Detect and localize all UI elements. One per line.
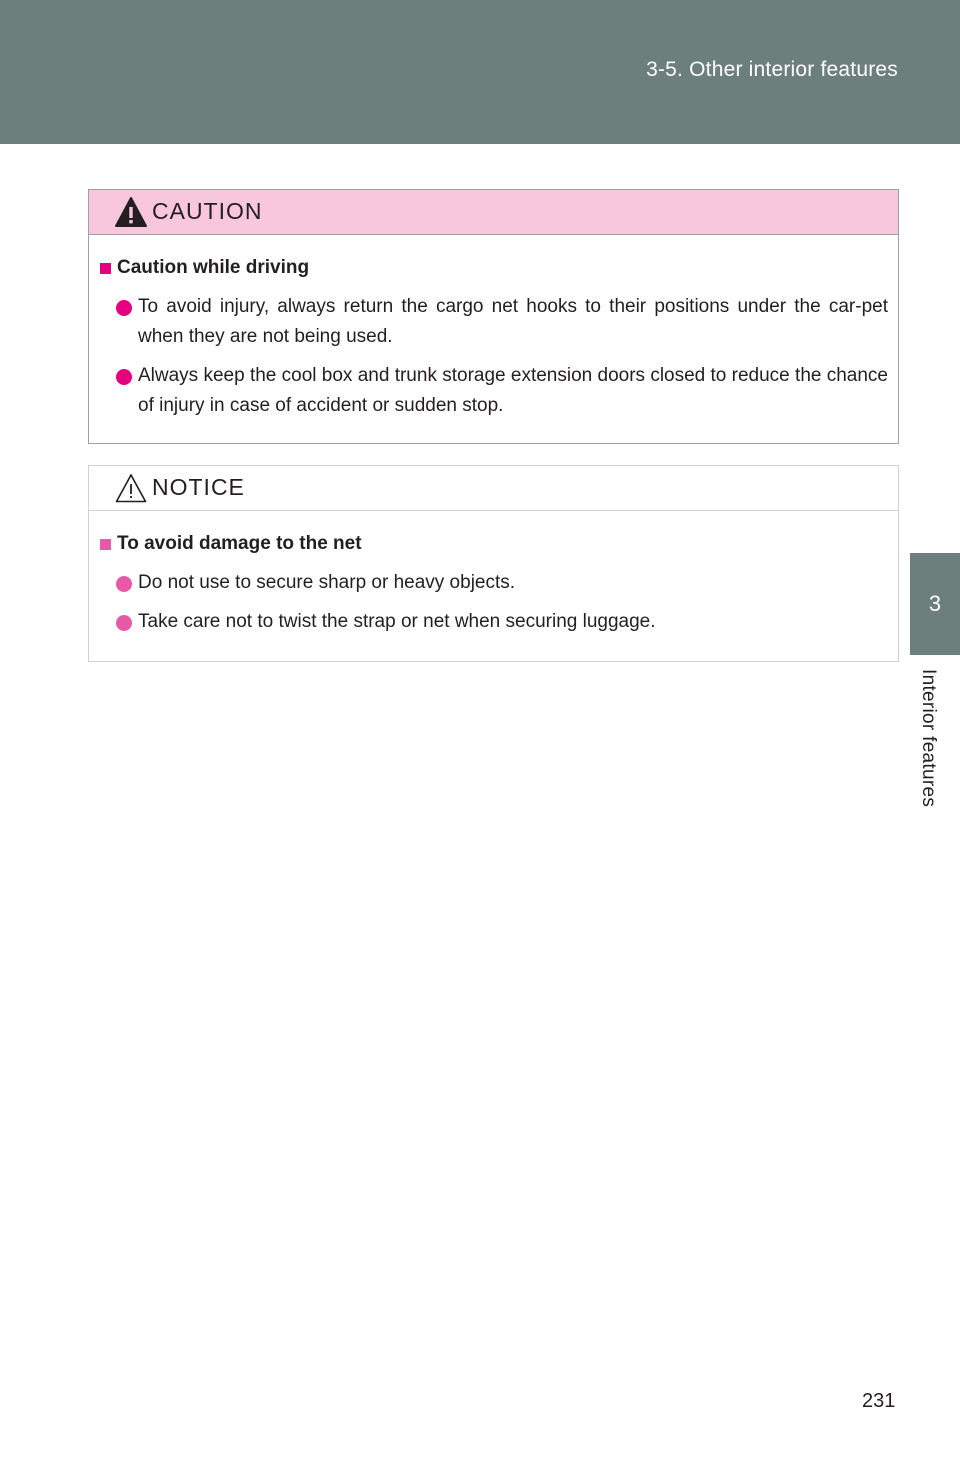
notice-heading-row bbox=[100, 529, 888, 559]
caution-header bbox=[89, 190, 898, 235]
notice-item bbox=[100, 607, 888, 637]
bullet-dot-icon bbox=[116, 300, 132, 316]
caution-item bbox=[100, 292, 888, 352]
caution-item-text: To avoid injury, always return the cargo net hooks to their positions under the car-pet when they are not being used. bbox=[138, 296, 888, 347]
warning-triangle-outline-icon bbox=[114, 472, 148, 504]
section-title: 3-5. Other interior features bbox=[646, 58, 898, 81]
caution-title: CAUTION bbox=[152, 198, 263, 224]
bullet-dot-icon bbox=[116, 369, 132, 385]
notice-box bbox=[88, 465, 899, 662]
caution-heading-row bbox=[100, 253, 888, 283]
square-bullet-icon bbox=[100, 539, 111, 550]
notice-item-text: Do not use to secure sharp or heavy objects. bbox=[138, 572, 516, 593]
page-number: 231 bbox=[862, 1390, 896, 1412]
notice-title: NOTICE bbox=[152, 474, 245, 500]
notice-body bbox=[89, 511, 898, 637]
notice-heading: To avoid damage to the net bbox=[117, 533, 362, 554]
warning-triangle-filled-icon bbox=[114, 196, 148, 228]
bullet-dot-icon bbox=[116, 615, 132, 631]
chapter-number: 3 bbox=[928, 591, 942, 616]
notice-item-text: Take care not to twist the strap or net when securing luggage. bbox=[138, 611, 656, 632]
chapter-tab bbox=[910, 553, 960, 655]
chapter-label: Interior features bbox=[918, 669, 939, 808]
notice-item bbox=[100, 568, 888, 598]
notice-header bbox=[89, 466, 898, 511]
square-bullet-icon bbox=[100, 263, 111, 274]
caution-box bbox=[88, 189, 899, 444]
bullet-dot-icon bbox=[116, 576, 132, 592]
caution-heading: Caution while driving bbox=[117, 257, 310, 278]
caution-item-text: Always keep the cool box and trunk storage extension doors closed to reduce the chance of injury in case of accident or sudden stop. bbox=[138, 365, 888, 416]
caution-item bbox=[100, 361, 888, 421]
caution-body bbox=[89, 235, 898, 421]
header-band bbox=[0, 0, 960, 144]
